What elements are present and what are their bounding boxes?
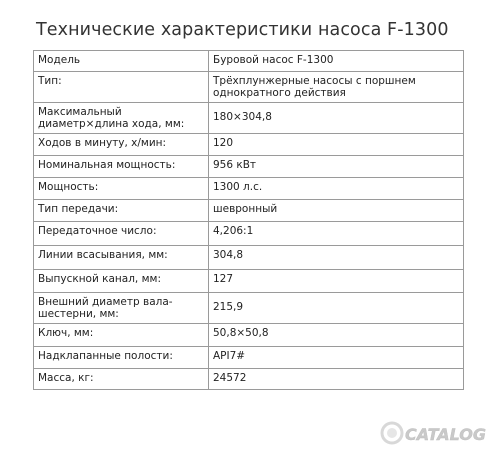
spec-value: 120: [209, 134, 464, 156]
spec-value: 304,8: [209, 246, 464, 270]
spec-value: 215,9: [209, 293, 464, 324]
spec-label: Передаточное число:: [34, 222, 209, 246]
table-row: [34, 293, 464, 324]
watermark-text: CATALOG: [405, 425, 487, 444]
table-row: [34, 51, 464, 72]
spec-value: 4,206:1: [209, 222, 464, 246]
spec-label: Ходов в минуту, х/мин:: [34, 134, 209, 156]
spec-value: Буровой насос F-1300: [209, 51, 464, 72]
spec-label: Модель: [34, 51, 209, 72]
spec-value: 127: [209, 270, 464, 293]
table-row: [34, 72, 464, 103]
table-row: [34, 347, 464, 369]
spec-label: Надклапанные полости:: [34, 347, 209, 369]
table-row: [34, 200, 464, 222]
specifications-table: [33, 50, 464, 390]
spec-label: Ключ, мм:: [34, 324, 209, 347]
spec-value: 956 кВт: [209, 156, 464, 178]
table-row: [34, 178, 464, 200]
page-title: Технические характеристики насоса F-1300: [36, 20, 449, 40]
spec-value: 1300 л.с.: [209, 178, 464, 200]
spec-label: Тип передачи:: [34, 200, 209, 222]
watermark-ring-inner: [387, 428, 397, 438]
spec-label: Максимальный диаметр×длина хода, мм:: [34, 103, 209, 134]
table-row: [34, 369, 464, 390]
spec-label: Внешний диаметр вала-шестерни, мм:: [34, 293, 209, 324]
table-row: [34, 103, 464, 134]
table-row: [34, 134, 464, 156]
spec-label: Мощность:: [34, 178, 209, 200]
spec-label: Тип:: [34, 72, 209, 103]
table-row: [34, 246, 464, 270]
spec-label: Выпускной канал, мм:: [34, 270, 209, 293]
table-row: [34, 156, 464, 178]
catalog-watermark-logo: [378, 418, 498, 448]
spec-value: API7#: [209, 347, 464, 369]
table-row: [34, 222, 464, 246]
spec-value: Трёхплунжерные насосы с поршнем однократного действия: [209, 72, 464, 103]
spec-value: 24572: [209, 369, 464, 390]
spec-label: Масса, кг:: [34, 369, 209, 390]
table-row: [34, 270, 464, 293]
spec-label: Номинальная мощность:: [34, 156, 209, 178]
spec-value: 180×304,8: [209, 103, 464, 134]
spec-value: 50,8×50,8: [209, 324, 464, 347]
table-row: [34, 324, 464, 347]
spec-label: Линии всасывания, мм:: [34, 246, 209, 270]
spec-value: шевронный: [209, 200, 464, 222]
